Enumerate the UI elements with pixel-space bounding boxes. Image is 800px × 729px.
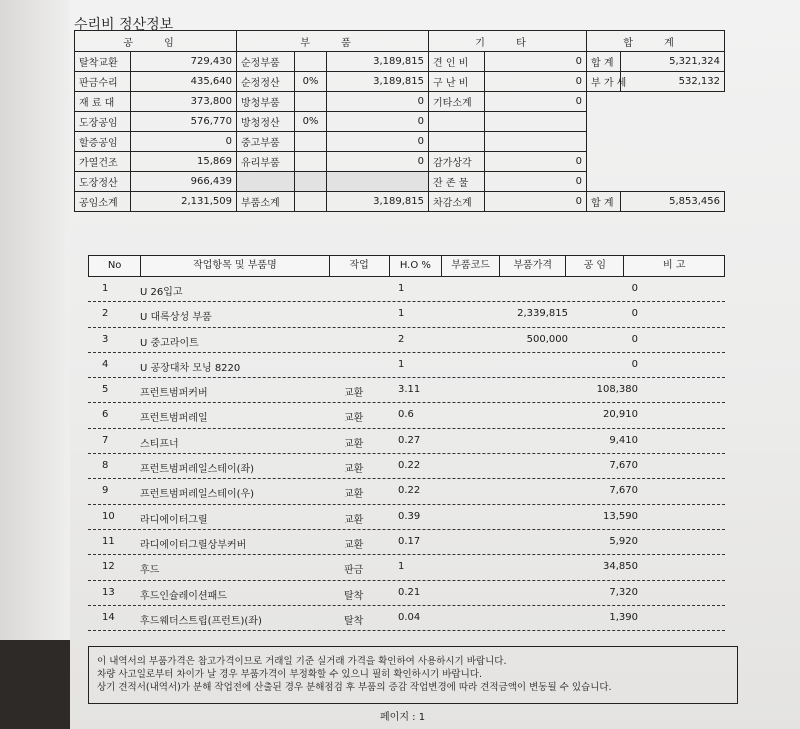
total-empty bbox=[587, 152, 621, 172]
item-no: 13 bbox=[102, 586, 115, 598]
page-number: 페이지 : 1 bbox=[380, 712, 426, 723]
parts-header: 부 품 bbox=[237, 31, 429, 52]
item-ho: 1 bbox=[398, 283, 405, 294]
total-empty bbox=[621, 132, 725, 152]
item-ho: 0.27 bbox=[398, 434, 421, 446]
items-header-cell: 부품코드 bbox=[442, 256, 500, 276]
parts-value: 0 bbox=[327, 112, 429, 132]
item-name: 후드인슐레이션패드 bbox=[140, 590, 227, 602]
summary-row bbox=[75, 92, 725, 112]
item-no: 6 bbox=[102, 409, 109, 421]
total-label: 합 계 bbox=[587, 192, 621, 212]
item-no: 3 bbox=[102, 333, 109, 345]
parts-pct: 0% bbox=[295, 112, 327, 132]
item-work: 탈착 bbox=[344, 590, 364, 602]
item-labor: 5,920 bbox=[609, 535, 638, 547]
notice-line-2: 차량 사고일로부터 차이가 날 경우 부품가격이 부정확할 수 있으니 필히 확인하시기 바랍니다. bbox=[97, 669, 482, 680]
item-name: U 26입고 bbox=[140, 287, 183, 298]
parts-pct bbox=[295, 132, 327, 152]
notice-line-3: 상기 견적서(내역서)가 분해 작업전에 산출된 경우 분해점검 후 부품의 증감 작업변경에 따라 견적금액이 변동될 수 있습니다. bbox=[97, 682, 612, 693]
parts-value: 3,189,815 bbox=[327, 52, 429, 72]
item-ho: 1 bbox=[398, 561, 405, 573]
item-labor: 34,850 bbox=[603, 561, 638, 573]
parts-pct bbox=[295, 52, 327, 72]
item-labor: 0 bbox=[631, 283, 638, 294]
item-ho: 0.22 bbox=[398, 485, 421, 497]
labor-label: 판금수리 bbox=[75, 72, 131, 92]
parts-value: 3,189,815 bbox=[327, 192, 429, 212]
section-title: 수리비 정산정보 bbox=[74, 17, 174, 33]
parts-label: 유리부품 bbox=[237, 152, 295, 172]
labor-header: 공 임 bbox=[75, 31, 237, 52]
table-row bbox=[88, 530, 725, 555]
item-no: 14 bbox=[102, 611, 115, 623]
item-no: 2 bbox=[102, 308, 109, 320]
item-ho: 0.22 bbox=[398, 460, 421, 472]
parts-value: 0 bbox=[327, 92, 429, 112]
table-row bbox=[88, 353, 725, 378]
item-name: U 중고라이트 bbox=[140, 337, 199, 349]
other-label: 구 난 비 bbox=[429, 72, 485, 92]
paper-edge bbox=[0, 0, 70, 729]
other-value: 0 bbox=[485, 72, 587, 92]
item-work: 판금 bbox=[344, 565, 364, 577]
summary-row bbox=[75, 72, 725, 92]
item-name: 후드 bbox=[140, 565, 160, 577]
parts-value: 3,189,815 bbox=[327, 72, 429, 92]
labor-label: 탈착교환 bbox=[75, 52, 131, 72]
item-labor: 9,410 bbox=[609, 434, 638, 446]
labor-label: 도장정산 bbox=[75, 172, 131, 192]
table-row bbox=[88, 429, 725, 454]
item-labor: 0 bbox=[631, 308, 638, 320]
parts-empty bbox=[237, 172, 295, 192]
total-empty bbox=[587, 132, 621, 152]
item-ho: 1 bbox=[398, 358, 405, 370]
labor-value: 576,770 bbox=[131, 112, 237, 132]
total-empty bbox=[587, 92, 621, 112]
parts-label: 순정정산 bbox=[237, 72, 295, 92]
summary-row bbox=[75, 52, 725, 72]
notice-line-1: 이 내역서의 부품가격은 참고가격이므로 거래일 기준 실거래 가격을 확인하여 사용하시기 바랍니다. bbox=[97, 656, 507, 667]
item-name: 후드웨더스트립(프런트)(좌) bbox=[140, 615, 262, 627]
item-ho: 0.04 bbox=[398, 611, 421, 623]
item-labor: 20,910 bbox=[603, 409, 638, 421]
parts-pct: 0% bbox=[295, 72, 327, 92]
summary-header-row bbox=[75, 31, 725, 52]
total-value: 5,321,324 bbox=[621, 52, 725, 72]
other-empty bbox=[429, 132, 485, 152]
item-no: 10 bbox=[102, 510, 115, 522]
item-labor: 0 bbox=[631, 358, 638, 370]
parts-label: 방청부품 bbox=[237, 92, 295, 112]
items-header-cell: No bbox=[89, 256, 141, 276]
items-header-cell: H.O % bbox=[390, 256, 442, 276]
items-header-cell: 부품가격 bbox=[500, 256, 566, 276]
settlement-summary-table bbox=[74, 30, 725, 212]
item-no: 8 bbox=[102, 460, 109, 472]
parts-empty bbox=[295, 172, 327, 192]
summary-row bbox=[75, 172, 725, 192]
item-no: 5 bbox=[102, 384, 109, 396]
parts-value: 0 bbox=[327, 152, 429, 172]
total-value: 5,853,456 bbox=[621, 192, 725, 212]
other-empty bbox=[485, 132, 587, 152]
item-no: 9 bbox=[102, 485, 109, 497]
table-row bbox=[88, 505, 725, 530]
item-work: 교환 bbox=[344, 464, 364, 476]
item-work: 교환 bbox=[344, 514, 364, 526]
item-name: 프런트범퍼커버 bbox=[140, 388, 208, 400]
items-header-cell: 비 고 bbox=[662, 260, 686, 271]
table-row bbox=[88, 479, 725, 504]
items-header-cell: 작업항목 및 부품명 bbox=[141, 256, 329, 276]
item-name: U 대록상성 부품 bbox=[140, 312, 212, 324]
labor-label: 재 료 대 bbox=[75, 92, 131, 112]
other-value: 0 bbox=[485, 92, 587, 112]
item-name: U 공장대차 모닝 8220 bbox=[140, 362, 241, 374]
other-label: 잔 존 물 bbox=[429, 172, 485, 192]
total-empty bbox=[587, 172, 621, 192]
parts-pct bbox=[295, 92, 327, 112]
labor-label: 공임소계 bbox=[75, 192, 131, 212]
notice-box bbox=[88, 646, 738, 704]
item-price: 2,339,815 bbox=[517, 308, 568, 320]
other-empty bbox=[429, 112, 485, 132]
item-labor: 108,380 bbox=[596, 384, 638, 396]
labor-label: 도장공임 bbox=[75, 112, 131, 132]
parts-pct bbox=[295, 152, 327, 172]
summary-row bbox=[75, 152, 725, 172]
summary-row bbox=[75, 132, 725, 152]
item-work: 탈착 bbox=[344, 615, 364, 627]
parts-value: 0 bbox=[327, 132, 429, 152]
item-work: 교환 bbox=[344, 539, 364, 551]
table-row bbox=[88, 581, 725, 606]
labor-label: 할증공임 bbox=[75, 132, 131, 152]
table-row bbox=[88, 555, 725, 580]
item-ho: 0.21 bbox=[398, 586, 421, 598]
total-empty bbox=[621, 112, 725, 132]
item-labor: 13,590 bbox=[603, 510, 638, 522]
total-empty bbox=[621, 92, 725, 112]
item-name: 프런트범퍼레일 bbox=[140, 413, 208, 425]
other-value: 0 bbox=[485, 52, 587, 72]
item-ho: 0.6 bbox=[398, 409, 414, 421]
table-row bbox=[88, 378, 725, 403]
table-row bbox=[88, 328, 725, 353]
item-labor: 7,670 bbox=[609, 485, 638, 497]
labor-value: 373,800 bbox=[131, 92, 237, 112]
labor-value: 966,439 bbox=[131, 172, 237, 192]
table-row bbox=[88, 454, 725, 479]
item-work: 교환 bbox=[344, 438, 364, 450]
labor-value: 15,869 bbox=[131, 152, 237, 172]
parts-label: 부품소계 bbox=[237, 192, 295, 212]
other-label: 감가상각 bbox=[429, 152, 485, 172]
item-ho: 2 bbox=[398, 333, 405, 345]
items-header-cell: 작업 bbox=[330, 256, 390, 276]
table-row bbox=[88, 606, 725, 631]
item-no: 11 bbox=[102, 535, 115, 547]
item-ho: 0.39 bbox=[398, 510, 421, 522]
labor-value: 0 bbox=[131, 132, 237, 152]
labor-value: 729,430 bbox=[131, 52, 237, 72]
item-labor: 7,320 bbox=[609, 586, 638, 598]
other-value: 0 bbox=[485, 172, 587, 192]
parts-pct bbox=[295, 192, 327, 212]
parts-label: 중고부품 bbox=[237, 132, 295, 152]
other-value: 0 bbox=[485, 152, 587, 172]
item-no: 7 bbox=[102, 434, 109, 446]
item-no: 4 bbox=[102, 358, 109, 370]
item-name: 프런트범퍼레일스테이(좌) bbox=[140, 464, 255, 476]
other-label: 기타소계 bbox=[429, 92, 485, 112]
item-ho: 1 bbox=[398, 308, 405, 320]
summary-row bbox=[75, 192, 725, 212]
item-name: 라디에이터그릴 bbox=[140, 514, 208, 526]
other-label: 견 인 비 bbox=[429, 52, 485, 72]
items-body bbox=[88, 277, 725, 631]
parts-empty bbox=[327, 172, 429, 192]
item-ho: 3.11 bbox=[398, 384, 421, 396]
table-row bbox=[88, 302, 725, 327]
parts-label: 방청정산 bbox=[237, 112, 295, 132]
work-items-table bbox=[88, 255, 725, 631]
item-price: 500,000 bbox=[526, 333, 568, 345]
labor-label: 가열건조 bbox=[75, 152, 131, 172]
item-name: 프런트범퍼레일스테이(우) bbox=[140, 489, 255, 501]
other-header: 기 타 bbox=[429, 31, 587, 52]
other-value: 0 bbox=[485, 192, 587, 212]
item-no: 12 bbox=[102, 561, 115, 573]
total-empty bbox=[621, 152, 725, 172]
item-labor: 0 bbox=[631, 333, 638, 345]
total-header: 합 계 bbox=[587, 31, 725, 52]
other-label: 차감소계 bbox=[429, 192, 485, 212]
item-no: 1 bbox=[102, 283, 109, 294]
parts-label: 순정부품 bbox=[237, 52, 295, 72]
labor-value: 2,131,509 bbox=[131, 192, 237, 212]
item-name: 라디에이터그릴상부커버 bbox=[140, 539, 247, 551]
item-name: 스티프너 bbox=[140, 438, 179, 450]
total-label: 부 가 세 bbox=[587, 72, 621, 92]
total-empty bbox=[587, 112, 621, 132]
item-work: 교환 bbox=[344, 388, 364, 400]
table-row bbox=[88, 277, 725, 302]
summary-row bbox=[75, 112, 725, 132]
items-header bbox=[88, 255, 725, 277]
total-label: 합 계 bbox=[587, 52, 621, 72]
item-work: 교환 bbox=[344, 489, 364, 501]
items-header-cell: 공 임 bbox=[566, 256, 624, 276]
item-labor: 7,670 bbox=[609, 460, 638, 472]
total-empty bbox=[621, 172, 725, 192]
item-work: 교환 bbox=[344, 413, 364, 425]
labor-value: 435,640 bbox=[131, 72, 237, 92]
other-empty bbox=[485, 112, 587, 132]
item-labor: 1,390 bbox=[609, 611, 638, 623]
table-row bbox=[88, 403, 725, 428]
total-value: 532,132 bbox=[621, 72, 725, 92]
item-ho: 0.17 bbox=[398, 535, 421, 547]
background-corner bbox=[0, 640, 70, 729]
